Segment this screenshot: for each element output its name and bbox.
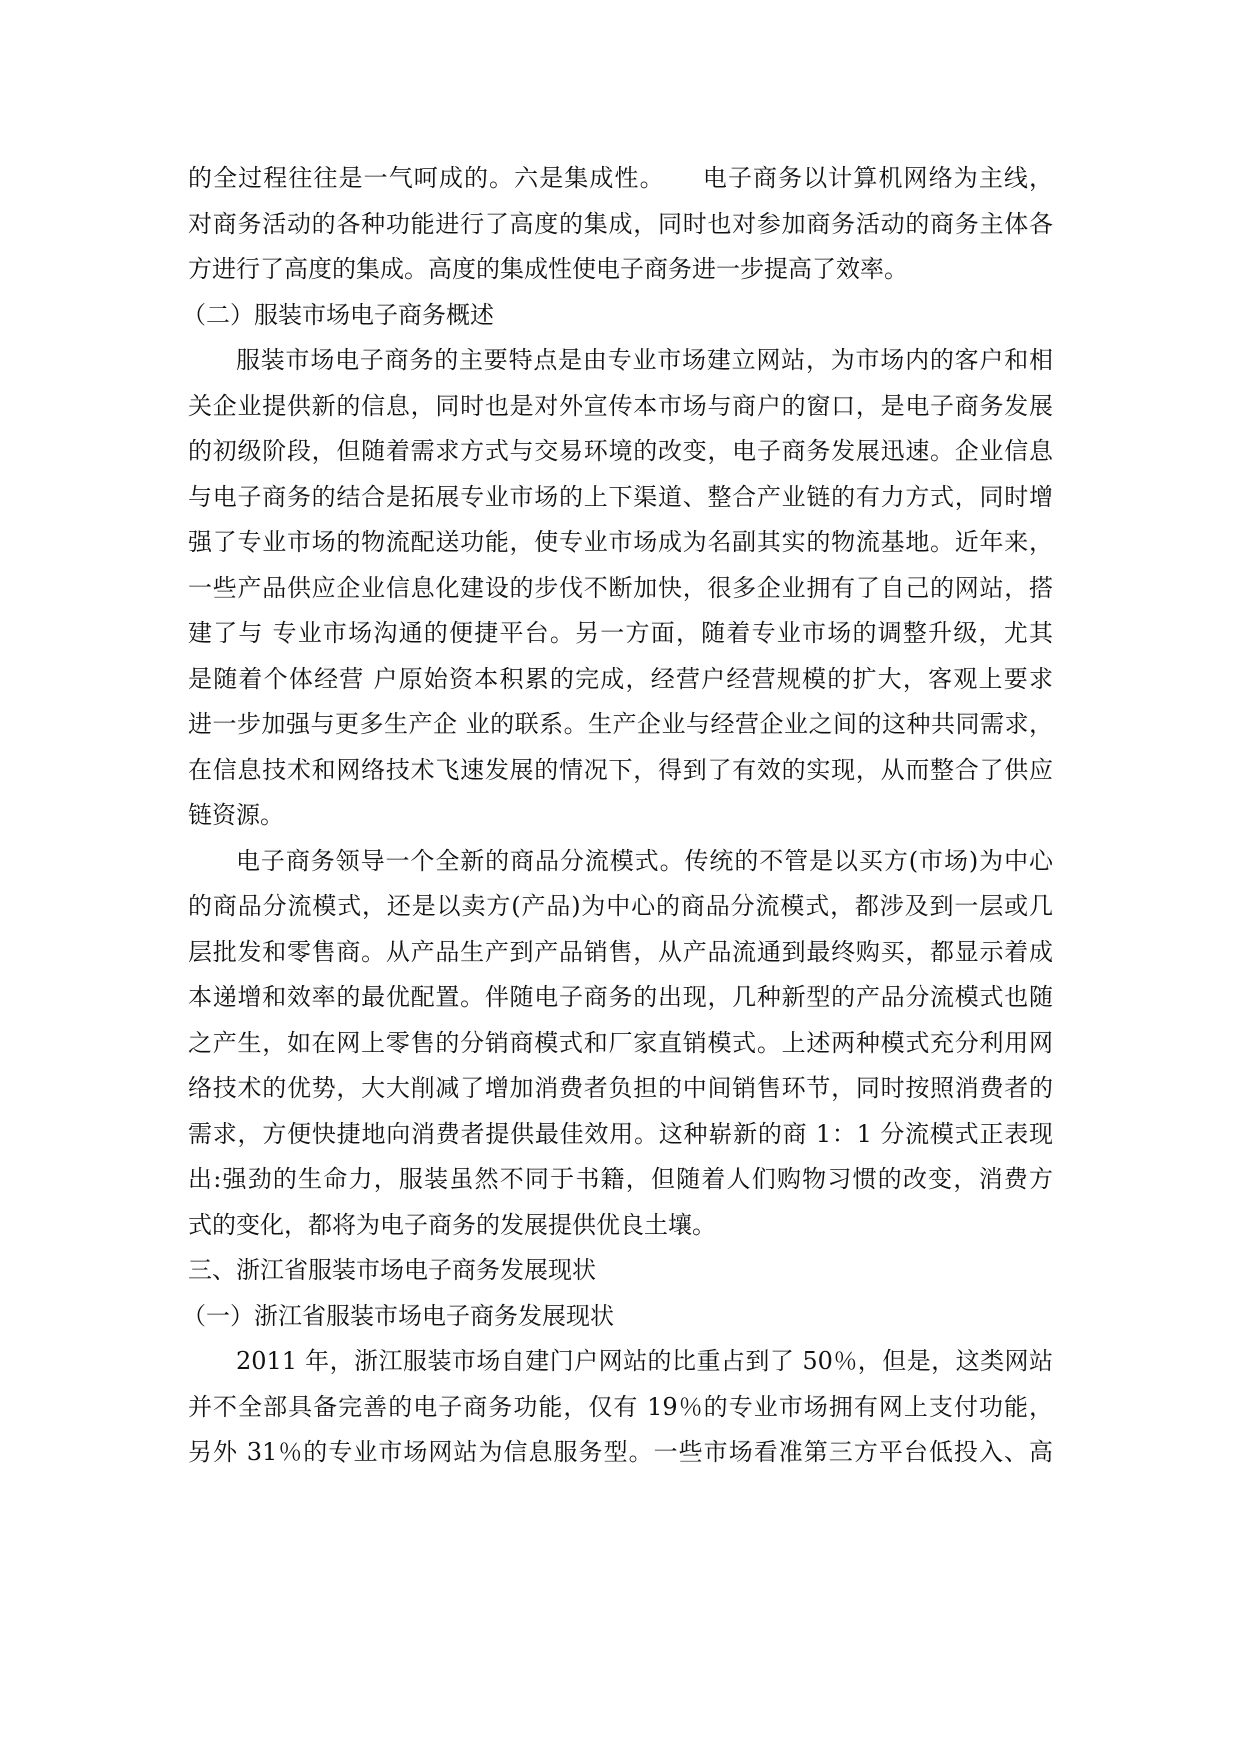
chapter-heading: 三、浙江省服装市场电子商务发展现状 bbox=[188, 1256, 596, 1284]
paragraph-line: 另外 31％的专业市场网站为信息服务型。一些市场看准第三方平台低投入、高 bbox=[188, 1438, 1053, 1466]
paragraph-line: 络技术的优势，大大削减了增加消费者负担的中间销售环节，同时按照消费者的 bbox=[188, 1074, 1053, 1102]
paragraph-line: 是随着个体经营 户原始资本积累的完成，经营户经营规模的扩大，客观上要求 bbox=[188, 664, 1053, 693]
paragraph-line: 电子商务领导一个全新的商品分流模式。传统的不管是以买方(市场)为中心 bbox=[236, 846, 1053, 875]
paragraph-line: 式的变化，都将为电子商务的发展提供优良土壤。 bbox=[188, 1210, 716, 1239]
document-page bbox=[182, 156, 1053, 1476]
paragraph-line: 建了与 专业市场沟通的便捷平台。另一方面，随着专业市场的调整升级，尤其 bbox=[188, 619, 1053, 647]
paragraph-line: 的全过程往往是一气呵成的。六是集成性。 电子商务以计算机网络为主线， bbox=[188, 164, 1053, 192]
paragraph-line: 层批发和零售商。从产品生产到产品销售，从产品流通到最终购买，都显示着成 bbox=[188, 937, 1053, 966]
paragraph-line: 方进行了高度的集成。高度的集成性使电子商务进一步提高了效率。 bbox=[188, 255, 908, 283]
paragraph-line: 链资源。 bbox=[188, 801, 284, 829]
paragraph-line: 本递增和效率的最优配置。伴随电子商务的出现，几种新型的产品分流模式也随 bbox=[188, 983, 1053, 1011]
paragraph-line: 2011 年，浙江服装市场自建门户网站的比重占到了 50％，但是，这类网站 bbox=[236, 1347, 1053, 1375]
paragraph-line: 需求，方便快捷地向消费者提供最佳效用。这种崭新的商 1：1 分流模式正表现 bbox=[188, 1119, 1053, 1148]
paragraph-line: 在信息技术和网络技术飞速发展的情况下，得到了有效的实现，从而整合了供应 bbox=[188, 755, 1053, 784]
paragraph-line: 服装市场电子商务的主要特点是由专业市场建立网站，为市场内的客户和相 bbox=[236, 346, 1053, 374]
paragraph-line: 的商品分流模式，还是以卖方(产品)为中心的商品分流模式，都涉及到一层或几 bbox=[188, 892, 1053, 920]
paragraph-line: 关企业提供新的信息，同时也是对外宣传本市场与商户的窗口，是电子商务发展 bbox=[188, 391, 1053, 420]
paragraph-line: 并不全部具备完善的电子商务功能，仅有 19％的专业市场拥有网上支付功能， bbox=[188, 1392, 1053, 1421]
paragraph-line: 出:强劲的生命力，服装虽然不同于书籍，但随着人们购物习惯的改变，消费方 bbox=[188, 1165, 1053, 1193]
section-heading: （二）服装市场电子商务概述 bbox=[182, 300, 494, 329]
paragraph-line: 进一步加强与更多生产企 业的联系。生产企业与经营企业之间的这种共同需求， bbox=[188, 710, 1053, 738]
paragraph-line: 之产生，如在网上零售的分销商模式和厂家直销模式。上述两种模式充分利用网 bbox=[188, 1028, 1053, 1057]
paragraph-line: 一些产品供应企业信息化建设的步伐不断加快，很多企业拥有了自己的网站，搭 bbox=[188, 573, 1053, 602]
paragraph-line: 对商务活动的各种功能进行了高度的集成，同时也对参加商务活动的商务主体各 bbox=[188, 209, 1053, 238]
section-heading: （一）浙江省服装市场电子商务发展现状 bbox=[182, 1301, 614, 1330]
paragraph-line: 强了专业市场的物流配送功能，使专业市场成为名副其实的物流基地。近年来， bbox=[188, 528, 1053, 556]
paragraph-line: 与电子商务的结合是拓展专业市场的上下渠道、整合产业链的有力方式，同时增 bbox=[188, 482, 1053, 511]
paragraph-line: 的初级阶段，但随着需求方式与交易环境的改变，电子商务发展迅速。企业信息 bbox=[188, 437, 1053, 465]
